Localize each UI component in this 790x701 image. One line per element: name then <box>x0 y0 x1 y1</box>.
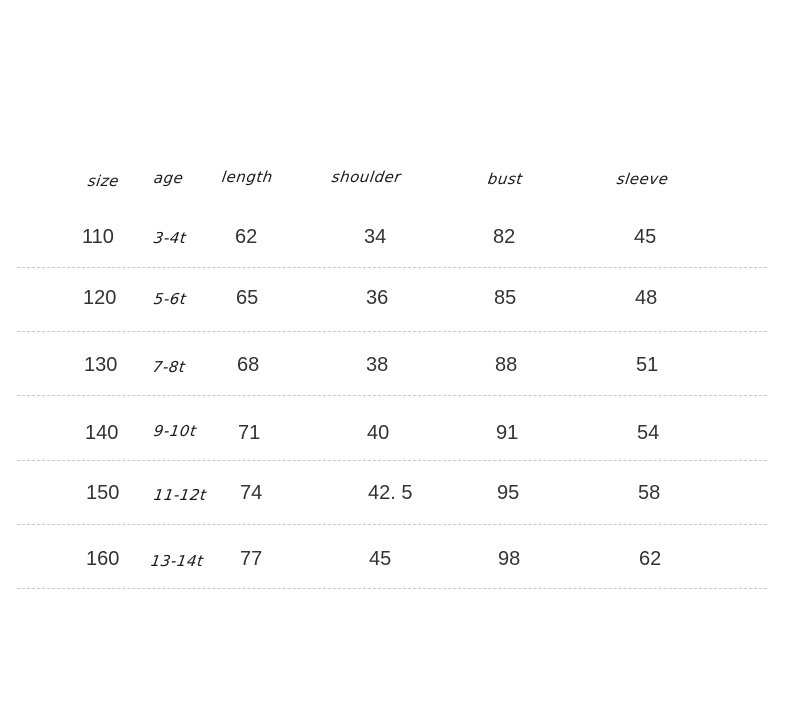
cell-bust: 85 <box>494 287 517 309</box>
cell-shoulder: 42. 5 <box>368 482 413 504</box>
cell-sleeve: 58 <box>638 482 661 504</box>
header-sleeve: sleeve <box>615 170 670 188</box>
cell-size: 120 <box>83 287 117 309</box>
table-row <box>0 548 790 612</box>
table-row <box>0 482 790 546</box>
cell-age: 9-10t <box>152 422 198 440</box>
cell-shoulder: 38 <box>366 354 389 376</box>
cell-length: 62 <box>235 226 258 248</box>
cell-sleeve: 45 <box>634 226 657 248</box>
row-divider <box>17 267 767 268</box>
cell-length: 65 <box>236 287 259 309</box>
cell-length: 74 <box>240 482 263 504</box>
cell-shoulder: 36 <box>366 287 389 309</box>
cell-bust: 82 <box>493 226 516 248</box>
header-shoulder: shoulder <box>330 168 403 186</box>
cell-shoulder: 45 <box>369 548 392 570</box>
cell-length: 68 <box>237 354 260 376</box>
cell-sleeve: 51 <box>636 354 659 376</box>
cell-size: 160 <box>86 548 120 570</box>
cell-bust: 91 <box>496 422 519 444</box>
cell-bust: 88 <box>495 354 518 376</box>
row-divider <box>17 331 767 332</box>
header-bust: bust <box>486 170 524 188</box>
cell-bust: 95 <box>497 482 520 504</box>
cell-sleeve: 48 <box>635 287 658 309</box>
row-divider <box>17 588 767 589</box>
header-age: age <box>152 169 185 187</box>
cell-size: 150 <box>86 482 120 504</box>
row-divider <box>17 524 767 525</box>
table-row <box>0 287 790 351</box>
cell-size: 130 <box>84 354 118 376</box>
table-row <box>0 422 790 486</box>
cell-bust: 98 <box>498 548 521 570</box>
row-divider <box>17 460 767 461</box>
row-divider <box>17 395 767 396</box>
header-length: length <box>220 168 275 186</box>
cell-size: 110 <box>82 226 114 248</box>
table-row <box>0 354 790 418</box>
table-header <box>0 168 790 190</box>
cell-age: 11-12t <box>152 486 208 504</box>
cell-length: 71 <box>238 422 261 444</box>
cell-sleeve: 54 <box>637 422 660 444</box>
header-size: size <box>86 172 121 190</box>
cell-shoulder: 40 <box>367 422 390 444</box>
cell-age: 5-6t <box>152 290 188 308</box>
cell-age: 13-14t <box>149 552 205 570</box>
cell-length: 77 <box>240 548 263 570</box>
cell-size: 140 <box>85 422 119 444</box>
table-row <box>0 226 790 290</box>
cell-age: 3-4t <box>152 229 188 247</box>
cell-age: 7-8t <box>151 358 187 376</box>
cell-shoulder: 34 <box>364 226 387 248</box>
cell-sleeve: 62 <box>639 548 662 570</box>
